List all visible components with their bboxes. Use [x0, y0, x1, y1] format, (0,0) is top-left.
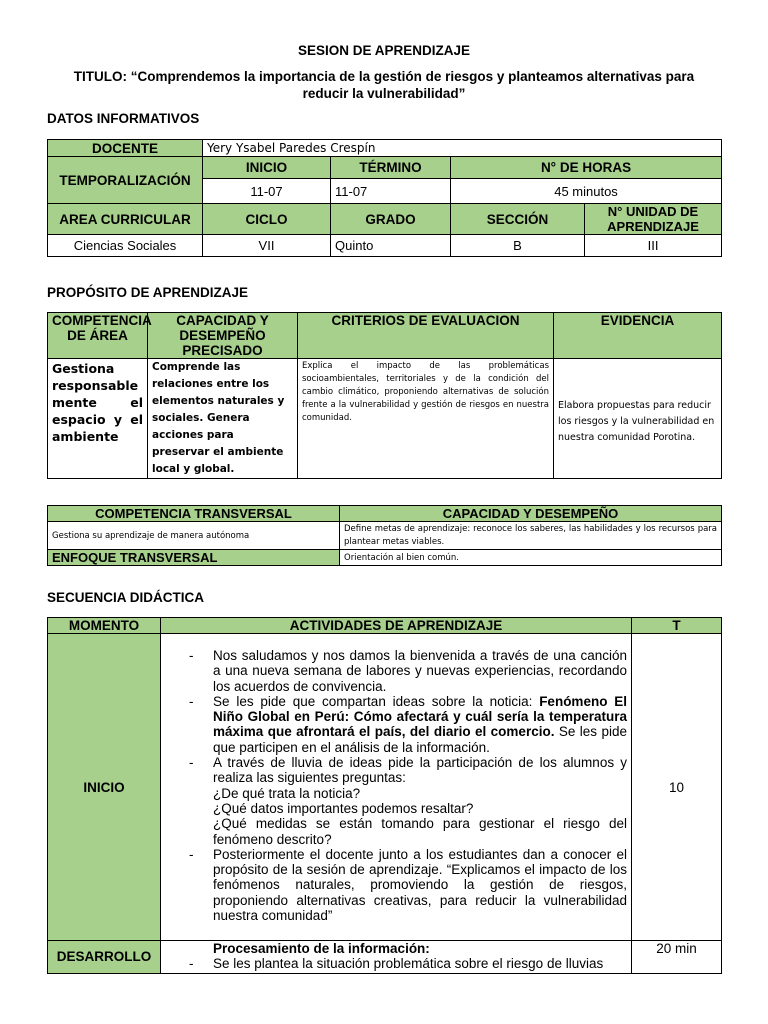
grado-value: Quinto — [331, 235, 451, 257]
ciclo-label: CICLO — [203, 204, 331, 235]
docente-label: DOCENTE — [48, 140, 203, 157]
proposito-table — [47, 312, 722, 479]
competencia-area: Gestiona responsable mente el espacio y el ambiente — [48, 359, 148, 479]
enfoque-label: ENFOQUE TRANSVERSAL — [48, 550, 340, 566]
seccion-value: B — [451, 235, 585, 257]
title-line-1: TITULO: “Comprendemos la importancia de la gestión de riesgos y planteamos alternativas para — [73, 69, 695, 84]
inicio-label: INICIO — [203, 157, 331, 179]
secuencia-section-title: SECUENCIA DIDÁCTICA — [47, 590, 205, 605]
termino-label: TÉRMINO — [331, 157, 451, 179]
momento-desarrollo: DESARROLLO — [48, 941, 161, 974]
desarrollo-time: 20 min — [632, 941, 722, 974]
unidad-label: N° UNIDAD DE APRENDIZAJE — [585, 204, 722, 235]
evidencia: Elabora propuestas para reducir los riesgos y la vulnerabilidad en nuestra comunidad Porotina. — [554, 359, 722, 479]
h-criterios: CRITERIOS DE EVALUACION — [298, 313, 554, 359]
inicio-activities — [161, 634, 632, 941]
h-capacidad-transversal: CAPACIDAD Y DESEMPEÑO — [340, 506, 722, 522]
h-capacidad-desempeno: CAPACIDAD Y DESEMPEÑO PRECISADO — [148, 313, 298, 359]
question-2: ¿Qué datos importantes podemos resaltar? — [213, 800, 474, 816]
inicio-item-3: - A través de lluvia de ideas pide la participación de los alumnos y realiza las siguientes preguntas: — [161, 755, 627, 786]
noticia-title: Fenómeno El Niño Global en Perú: Cómo afectará y cuál sería la temperatura máxima que afrontará el país, del diario el comercio. — [213, 693, 627, 740]
termino-value: 11-07 — [331, 179, 451, 204]
momento-inicio: INICIO — [48, 634, 161, 941]
h-competencia-transversal: COMPETENCIA TRANSVERSAL — [48, 506, 340, 522]
inicio-time: 10 — [632, 634, 722, 941]
h-actividades: ACTIVIDADES DE APRENDIZAJE — [161, 618, 632, 634]
h-competencia-area: COMPETENCIA DE ÁREA — [48, 313, 148, 359]
horas-label: N° DE HORAS — [451, 157, 722, 179]
title-line-2: reducir la vulnerabilidad” — [302, 86, 466, 101]
h-evidencia: EVIDENCIA — [554, 313, 722, 359]
inicio-item-2-text: Se les pide que compartan ideas sobre la noticia: — [213, 693, 540, 709]
docente-value: Yery Ysabel Paredes Crespín — [203, 140, 722, 157]
desarrollo-item-1: - Se les plantea la situación problemática sobre el riesgo de lluvias — [161, 956, 627, 971]
capacidad-transversal: Define metas de aprendizaje: reconoce los saberes, las habilidades y los recursos para plantear metas viables. — [340, 522, 722, 550]
inicio-item-4: - Posteriormente el docente junto a los estudiantes dan a conocer el propósito de la sesión de aprendizaje. “Explicamos el impacto de los fenómenos naturales, promoviendo la gestión de riesgos, proponiendo alternativas creativas, para reducir la vulnerabilidad nuestra comunidad” — [161, 847, 627, 923]
grado-label: GRADO — [331, 204, 451, 235]
area-value: Ciencias Sociales — [48, 235, 203, 257]
horas-value: 45 minutos — [451, 179, 722, 204]
enfoque-value: Orientación al bien común. — [340, 550, 722, 566]
criterios-evaluacion: Explica el impacto de las problemáticas socioambientales, territoriales y de la condición del cambio climático, proponiendo alternativas de solución frente a la vulnerabilidad y gestión de riesgos en nuestra comunidad. — [298, 359, 554, 479]
transversal-table — [47, 505, 722, 566]
h-tiempo: T — [632, 618, 722, 634]
desarrollo-activities — [161, 941, 632, 974]
temporalizacion-label: TEMPORALIZACIÓN — [48, 157, 203, 204]
question-1: ¿De qué trata la noticia? — [213, 785, 361, 801]
inicio-value: 11-07 — [203, 179, 331, 204]
seccion-label: SECCIÓN — [451, 204, 585, 235]
proposito-section-title: PROPÓSITO DE APRENDIZAJE — [47, 285, 249, 300]
h-momento: MOMENTO — [48, 618, 161, 634]
ciclo-value: VII — [203, 235, 331, 257]
capacidad-desempeno: Comprende las relaciones entre los elementos naturales y sociales. Genera acciones para preservar el ambiente local y global. — [148, 359, 298, 479]
competencia-transversal: Gestiona su aprendizaje de manera autónoma — [48, 522, 340, 550]
session-heading: SESION DE APRENDIZAJE — [297, 43, 471, 58]
inicio-item-2 — [161, 694, 627, 755]
unidad-value: III — [585, 235, 722, 257]
datos-section-title: DATOS INFORMATIVOS — [47, 111, 200, 126]
inicio-item-2-tail: Se les pide que participen en el análisis de la información. — [213, 724, 627, 755]
datos-table — [47, 139, 722, 257]
desarrollo-heading: Procesamiento de la información: — [213, 941, 430, 956]
area-label: AREA CURRICULAR — [48, 204, 203, 235]
secuencia-table — [47, 617, 722, 974]
question-3: ¿Qué medidas se están tomando para gestionar el riesgo del fenómeno descrito? — [213, 816, 627, 847]
inicio-item-1: - Nos saludamos y nos damos la bienvenida a través de una canción a una nueva semana de labores y nuevas experiencias, recordando los acuerdos de convivencia. — [161, 648, 627, 694]
